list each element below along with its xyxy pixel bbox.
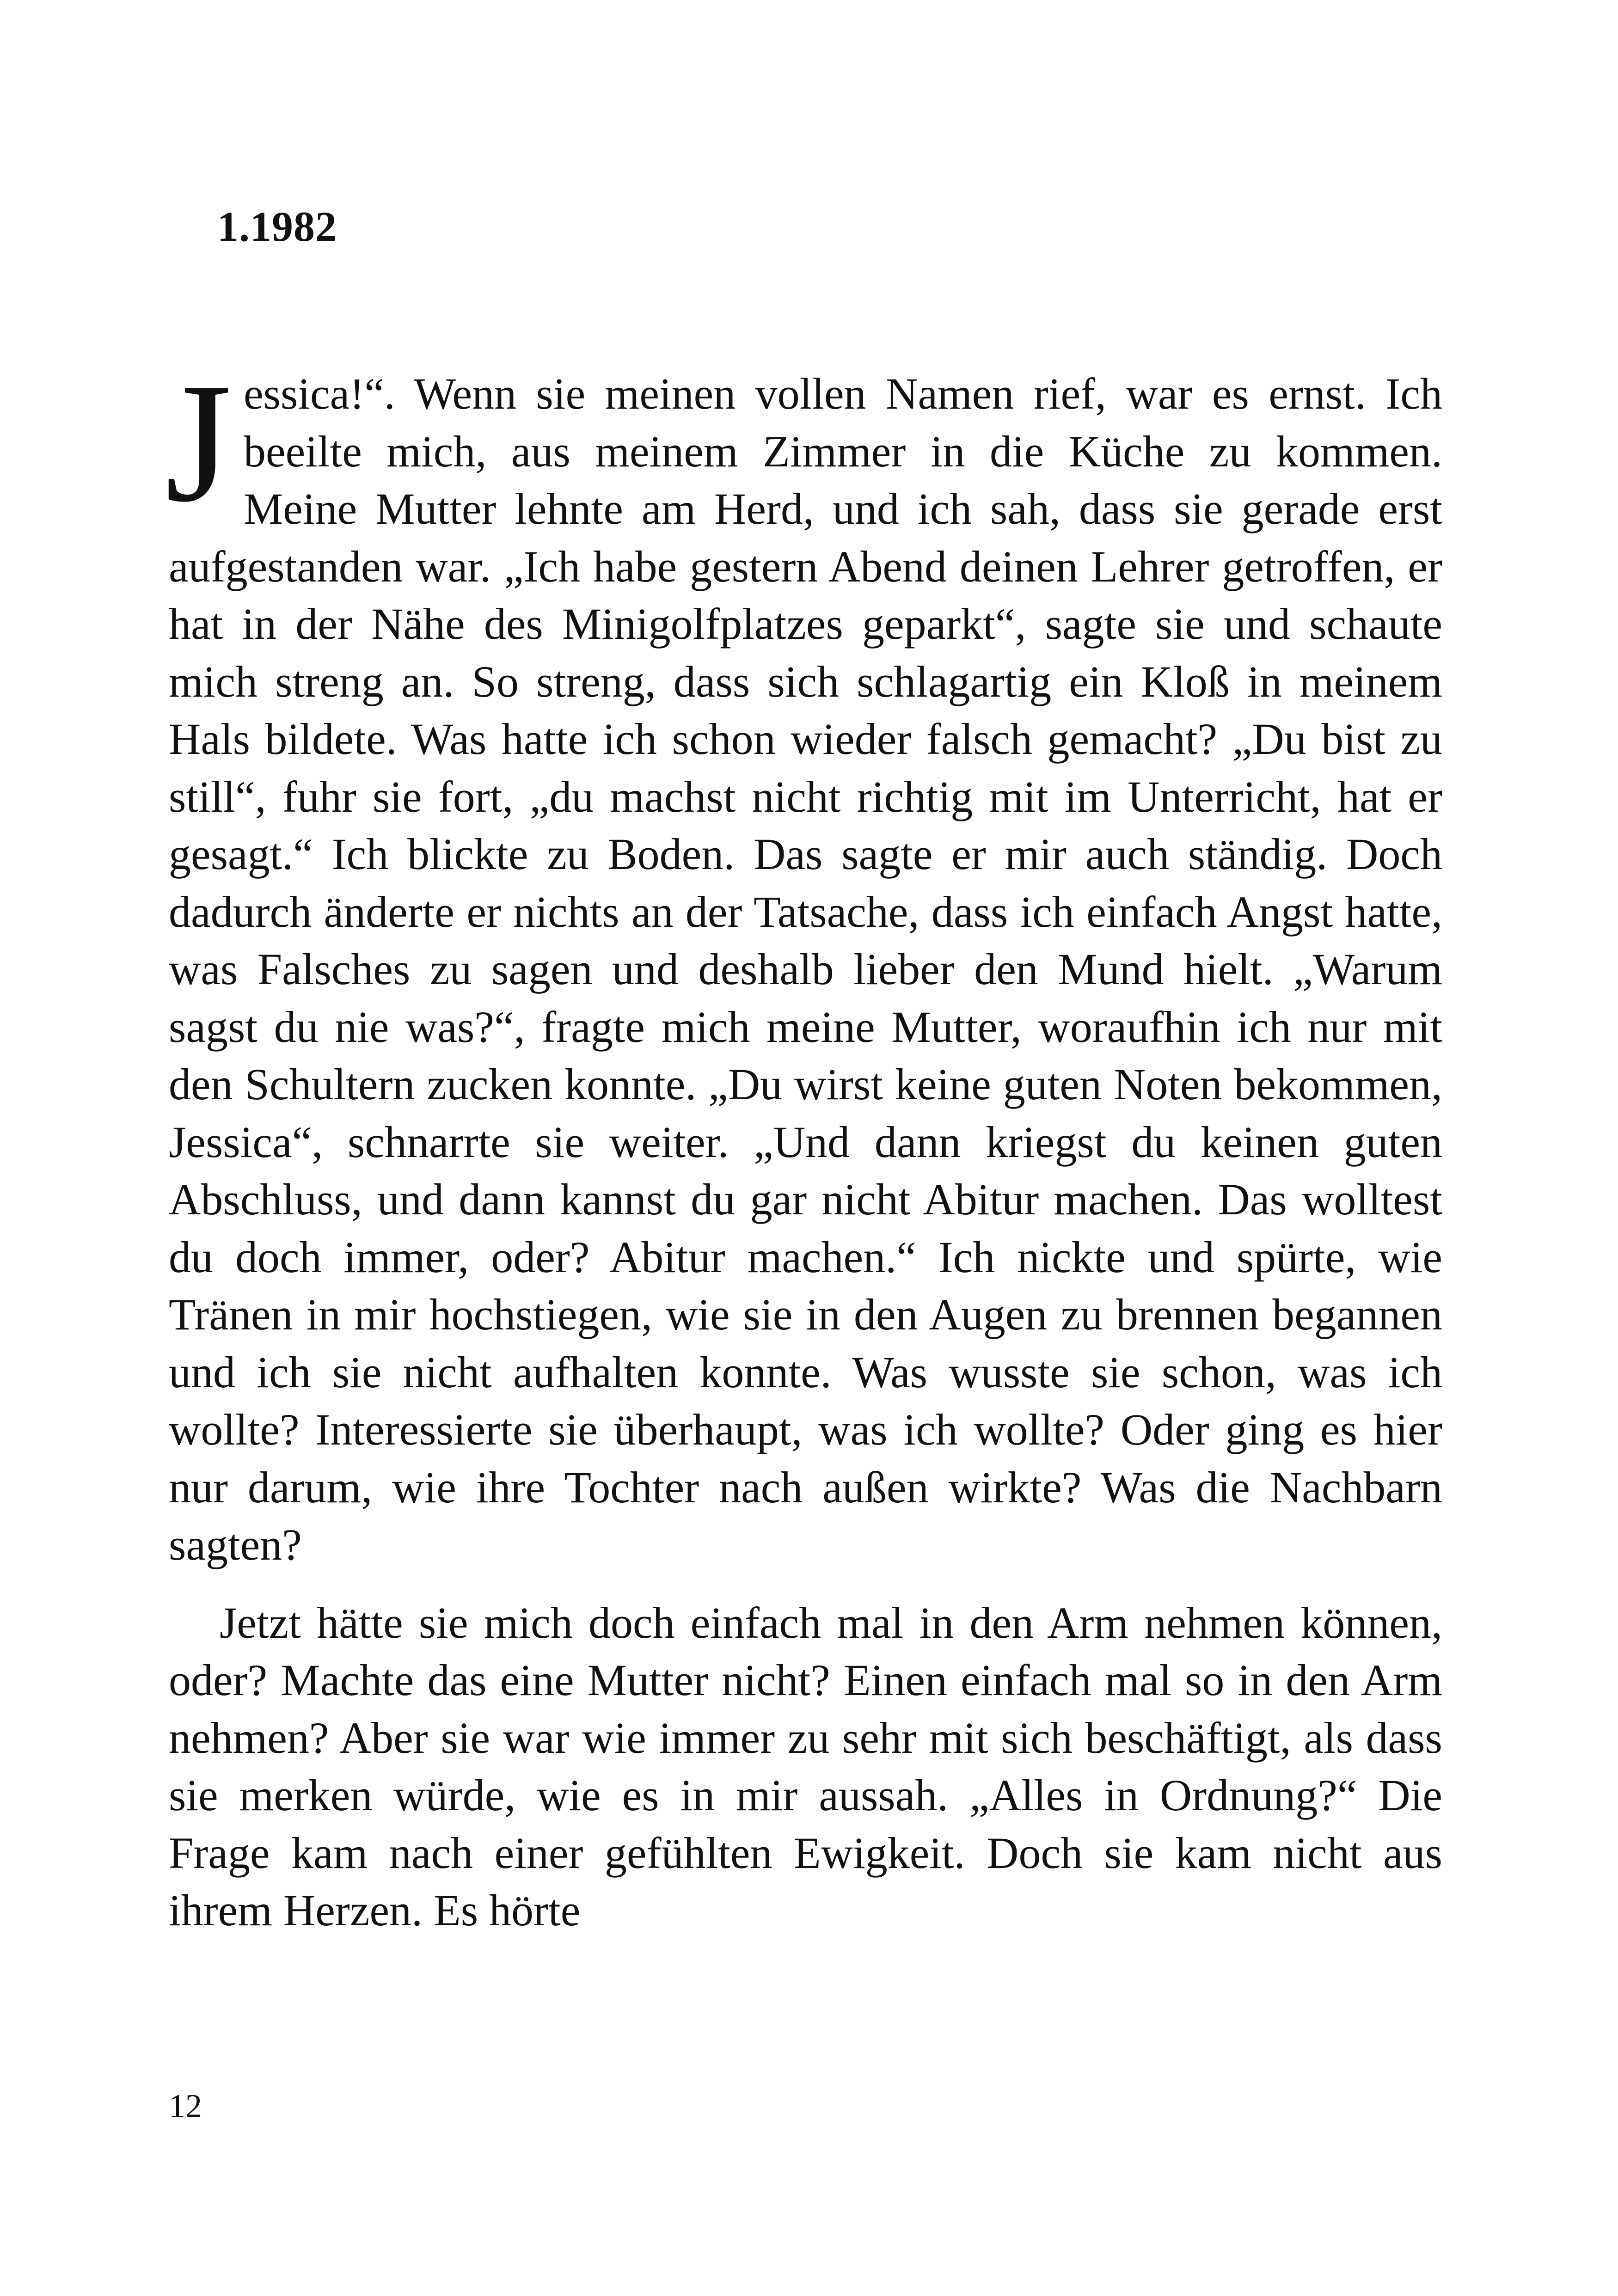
drop-cap: J [165,348,232,538]
page-number: 12 [169,2088,202,2125]
paragraph-1-text: essica!“. Wenn sie meinen vollen Namen rief, war es ernst. Ich beeilte mich, aus meinem Zimmer in die Küche zu kommen. Meine Mutter lehnte am Herd, und ich sah, dass sie gerade erst aufgestanden war. „Ich habe gestern Abend deinen Lehrer getroffen, er hat in der Nähe des Minigolfplatzes geparkt“, sagte sie und schaute mich streng an. So streng, dass sich schlagartig ein Kloß in meinem Hals bildete. Was hatte ich schon wieder falsch gemacht? „Du bist zu still“, fuhr sie fort, „du machst nicht richtig mit im Unterricht, hat er gesagt.“ Ich blickte zu Boden. Das sagte er mir auch ständig. Doch dadurch änderte er nichts an der Tatsache, dass ich einfach Angst hatte, was Falsches zu sagen und deshalb lieber den Mund hielt. „Warum sagst du nie was?“, fragte mich meine Mutter, woraufhin ich nur mit den Schultern zucken konnte. „Du wirst keine guten Noten bekommen, Jessica“, schnarrte sie weiter. „Und dann kriegst du keinen guten Abschluss, und dann kannst du gar nicht Abitur machen. Das wolltest du doch immer, oder? Abitur machen.“ Ich nickte und spürte, wie Tränen in mir hochstiegen, wie sie in den Augen zu brennen begannen und ich sie nicht aufhalten konnte. Was wusste sie schon, was ich wollte? Interessierte sie überhaupt, was ich wollte? Oder ging es hier nur darum, wie ihre Tochter nach außen wirkte? Was die Nachbarn sagten? [169,369,1442,1569]
body-text [165,348,1442,1940]
paragraph-1 [165,348,1442,1574]
paragraph-2: Jetzt hätte sie mich doch einfach mal in den Arm nehmen können, oder? Machte das eine Mutter nicht? Einen einfach mal so in den Arm nehmen? Aber sie war wie immer zu sehr mit sich beschäftigt, als dass sie merken würde, wie es in mir aussah. „Alles in Ordnung?“ Die Frage kam nach einer gefühlten Ewigkeit. Doch sie kam nicht aus ihrem Herzen. Es hörte [169,1598,1442,1935]
chapter-heading: 1.1982 [217,203,337,250]
